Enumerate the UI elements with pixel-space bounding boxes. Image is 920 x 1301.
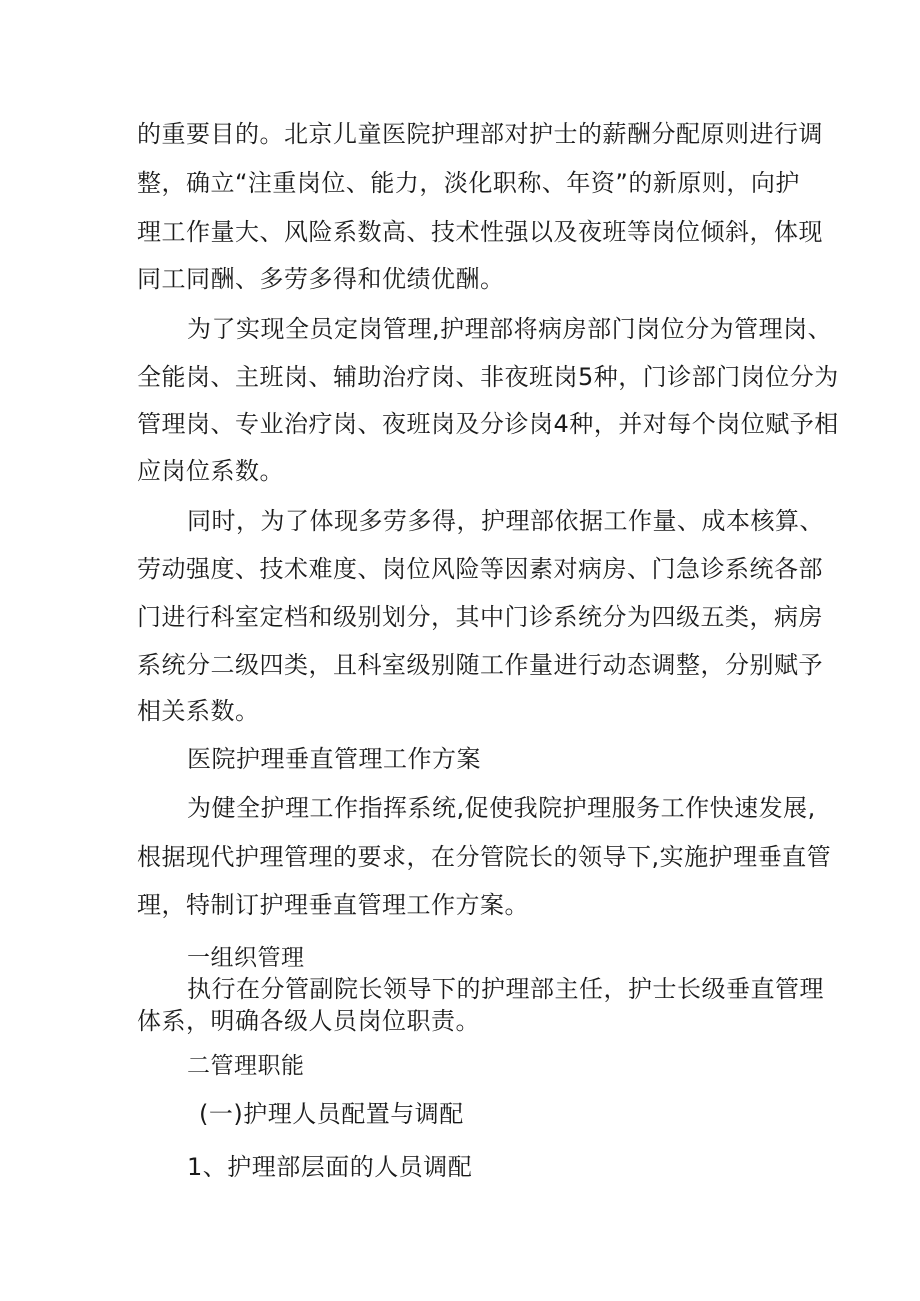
section-title: 二管理职能 (187, 1053, 305, 1079)
paragraph-line: 为了实现全员定岗管理,护理部将病房部门岗位分为管理岗、 (187, 315, 833, 343)
paragraph-line: 同时，为了体现多劳多得，护理部依据工作量、成本核算、 (187, 507, 824, 535)
paragraph-line: 相关系数。 (137, 697, 260, 725)
paragraph-line: 全能岗、主班岗、辅助治疗岗、非夜班岗5种，门诊部门岗位分为 (137, 363, 839, 391)
paragraph-line: 应岗位系数。 (137, 457, 284, 485)
paragraph-line: 理工作量大、风险系数高、技术性强以及夜班等岗位倾斜，体现 (137, 218, 823, 246)
paragraph-line: 体系，明确各级人员岗位职责。 (137, 1007, 480, 1035)
paragraph-line: 劳动强度、技术难度、岗位风险等因素对病房、门急诊系统各部 (137, 555, 823, 583)
paragraph-line: 同工同酬、多劳多得和优绩优酬。 (137, 265, 505, 293)
paragraph-line: 理，特制订护理垂直管理工作方案。 (137, 891, 529, 919)
paragraph-line: 系统分二级四类，且科室级别随工作量进行动态调整，分别赋予 (137, 651, 823, 679)
paragraph-line: 的重要目的。北京儿童医院护理部对护士的薪酬分配原则进行调 (137, 120, 823, 148)
section-title: 一组织管理 (187, 945, 305, 971)
paragraph-line: 为健全护理工作指挥系统,促使我院护理服务工作快速发展, (187, 794, 816, 822)
paragraph-line: 整，确立“注重岗位、能力，淡化职称、年资”的新原则，向护 (137, 169, 800, 197)
paragraph-line: 门进行科室定档和级别划分，其中门诊系统分为四级五类，病房 (137, 603, 823, 631)
item-title: 1、护理部层面的人员调配 (187, 1153, 473, 1181)
document-heading: 医院护理垂直管理工作方案 (187, 745, 481, 773)
paragraph-line: 管理岗、专业治疗岗、夜班岗及分诊岗4种，并对每个岗位赋予相 (137, 410, 839, 438)
paragraph-line: 执行在分管副院长领导下的护理部主任，护士长级垂直管理 (187, 975, 824, 1003)
subsection-title: (一)护理人员配置与调配 (199, 1100, 464, 1128)
paragraph-line: 根据现代护理管理的要求，在分管院长的领导下,实施护理垂直管 (137, 843, 832, 871)
